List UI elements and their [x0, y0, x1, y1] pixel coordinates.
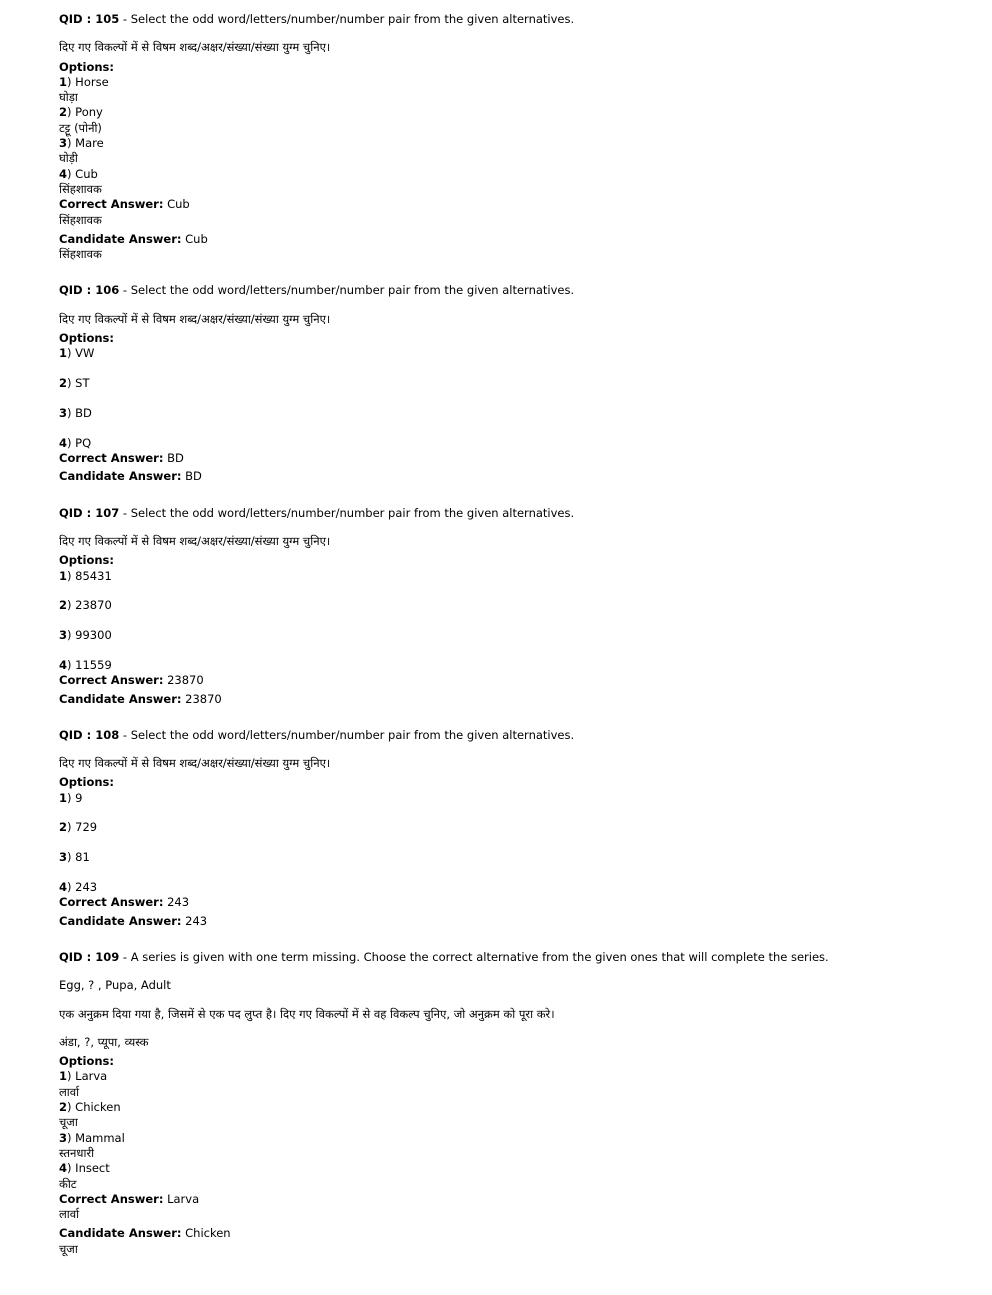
option-text: Pony: [75, 105, 103, 120]
correct-answer-value: Cub: [167, 197, 190, 212]
document-body: [59, 12, 959, 1257]
candidate-answer-hindi: सिंहशावक: [59, 247, 102, 262]
correct-answer: [59, 1192, 959, 1207]
question-separator: [59, 929, 959, 950]
option-item: 1) Horse: [59, 74, 109, 89]
candidate-answer-label: Candidate Answer:: [59, 913, 182, 928]
option-text: Mammal: [75, 1130, 125, 1145]
question-separator: [59, 262, 959, 283]
option-text: BD: [75, 405, 92, 420]
option-spacer: [59, 866, 959, 881]
option-number: 1: [59, 568, 68, 583]
qid-label: QID : 105: [59, 12, 120, 26]
option-spacer: [59, 391, 959, 406]
question-block: [59, 12, 959, 262]
option-text: Horse: [75, 74, 109, 89]
option-text: 81: [75, 850, 90, 865]
option-hindi: कीट: [59, 1176, 77, 1191]
option-number: 1: [59, 790, 68, 805]
question-text: Select the odd word/letters/number/number pair from the given alternatives.: [130, 727, 575, 742]
question-text: Select the odd word/letters/number/number pair from the given alternatives.: [130, 12, 575, 26]
option-number: 3: [59, 628, 68, 643]
candidate-answer-value: Cub: [185, 231, 208, 246]
option-number: 4: [59, 435, 68, 450]
correct-answer-label: Correct Answer:: [59, 197, 164, 212]
option-item: 3) 81: [59, 850, 90, 865]
options-label: Options:: [59, 331, 114, 346]
option-number: 2: [59, 376, 68, 391]
option-text: 11559: [75, 657, 112, 672]
option-number: 2: [59, 105, 68, 120]
candidate-answer-label: Candidate Answer:: [59, 691, 182, 706]
option-item: 1) VW: [59, 346, 95, 361]
option-text: ST: [75, 376, 90, 391]
candidate-answer-value: BD: [185, 469, 202, 484]
candidate-answer-value: Chicken: [185, 1226, 231, 1241]
question-text: A series is given with one term missing. Choose the correct alternative from the given ones that will complete the series.: [130, 949, 829, 964]
correct-answer: [59, 895, 959, 910]
correct-answer: [59, 197, 959, 212]
options-label: Options:: [59, 59, 114, 74]
candidate-answer-label: Candidate Answer:: [59, 1226, 182, 1241]
question-hindi: दिए गए विकल्पों में से विषम शब्द/अक्षर/संख्या/संख्या युग्म चुनिए।: [59, 756, 331, 771]
options-label: Options:: [59, 775, 114, 790]
option-spacer: [59, 806, 959, 821]
qid-label: QID : 108: [59, 727, 120, 742]
option-text: Insect: [75, 1161, 110, 1176]
option-item: 4) 11559: [59, 657, 112, 672]
option-number: 4: [59, 657, 68, 672]
option-number: 2: [59, 1100, 68, 1115]
correct-answer-value: Larva: [167, 1191, 200, 1206]
option-text: Cub: [75, 166, 98, 181]
option-item: 2) 23870: [59, 598, 112, 613]
question-separator: [59, 485, 959, 506]
candidate-answer-hindi: चूजा: [59, 1241, 78, 1256]
option-spacer: [59, 421, 959, 436]
option-hindi: लार्वा: [59, 1084, 80, 1099]
option-number: 2: [59, 598, 68, 613]
options-label: Options:: [59, 1054, 114, 1069]
option-number: 3: [59, 405, 68, 420]
qid-label: QID : 106: [59, 283, 120, 298]
question-extra-text: एक अनुक्रम दिया गया है, जिसमें से एक पद लुप्त है। दिए गए विकल्पों में से वह विकल्प चुनिए, जो अनुक्रम को पूरा करे।: [59, 1006, 555, 1021]
option-number: 4: [59, 880, 68, 895]
option-item: 2) Chicken: [59, 1100, 121, 1115]
option-item: 3) 99300: [59, 628, 112, 643]
option-text: 85431: [75, 568, 112, 583]
question-hindi-series: अंडा, ?, प्यूपा, व्यस्क: [59, 1034, 149, 1049]
correct-answer-label: Correct Answer:: [59, 895, 164, 910]
correct-answer-value: BD: [167, 451, 184, 466]
option-text: 729: [75, 820, 98, 835]
option-spacer: [59, 643, 959, 658]
option-number: 4: [59, 166, 68, 181]
option-item: 2) 729: [59, 820, 98, 835]
option-hindi: टट्टू (पोनी): [59, 120, 102, 135]
option-item: 4) PQ: [59, 435, 92, 450]
option-text: 243: [75, 880, 98, 895]
candidate-answer: [59, 1226, 959, 1241]
candidate-answer: [59, 914, 959, 929]
question-block: [59, 728, 959, 929]
option-item: 1) 9: [59, 790, 83, 805]
option-hindi: चूजा: [59, 1115, 78, 1130]
correct-answer-hindi: लार्वा: [59, 1207, 80, 1222]
option-spacer: [59, 362, 959, 377]
question-header: QID : 105 - Select the odd word/letters/number/number pair from the given alternatives.: [59, 12, 575, 26]
option-spacer: [59, 614, 959, 629]
candidate-answer: [59, 469, 959, 484]
option-item: 1) Larva: [59, 1069, 108, 1084]
option-text: 99300: [75, 628, 112, 643]
option-hindi: घोड़ी: [59, 151, 78, 166]
option-number: 4: [59, 1161, 68, 1176]
option-hindi: स्तनधारी: [59, 1145, 95, 1160]
question-hindi: दिए गए विकल्पों में से विषम शब्द/अक्षर/संख्या/संख्या युग्म चुनिए।: [59, 40, 331, 55]
question-header: QID : 106 - Select the odd word/letters/number/number pair from the given alternatives.: [59, 283, 575, 298]
option-text: VW: [75, 346, 95, 361]
question-header: QID : 107 - Select the odd word/letters/number/number pair from the given alternatives.: [59, 505, 575, 520]
option-text: 23870: [75, 598, 112, 613]
option-number: 1: [59, 1069, 68, 1084]
option-spacer: [59, 836, 959, 851]
option-item: 3) Mammal: [59, 1130, 125, 1145]
option-text: 9: [75, 790, 83, 805]
candidate-answer-label: Candidate Answer:: [59, 469, 182, 484]
option-item: 1) 85431: [59, 568, 112, 583]
correct-answer: [59, 673, 959, 688]
option-text: PQ: [75, 435, 92, 450]
candidate-answer-value: 243: [185, 913, 208, 928]
candidate-answer-label: Candidate Answer:: [59, 231, 182, 246]
option-item: 3) Mare: [59, 136, 104, 151]
question-header: QID : 109 - A series is given with one term missing. Choose the correct alternative from the given ones that will complete the series.: [59, 949, 829, 964]
option-item: 4) Cub: [59, 166, 98, 181]
option-text: Larva: [75, 1069, 108, 1084]
option-item: 4) 243: [59, 880, 98, 895]
option-number: 3: [59, 850, 68, 865]
option-item: 3) BD: [59, 405, 92, 420]
option-item: 4) Insect: [59, 1161, 110, 1176]
option-item: 2) Pony: [59, 105, 103, 120]
question-separator: [59, 707, 959, 728]
question-extra-text: Egg, ? , Pupa, Adult: [59, 978, 171, 993]
candidate-answer: [59, 232, 959, 247]
option-hindi: सिंहशावक: [59, 181, 102, 196]
correct-answer-label: Correct Answer:: [59, 451, 164, 466]
correct-answer-label: Correct Answer:: [59, 673, 164, 688]
option-text: Chicken: [75, 1100, 121, 1115]
question-block: [59, 506, 959, 707]
option-number: 3: [59, 136, 68, 151]
correct-answer-value: 23870: [167, 673, 204, 688]
qid-label: QID : 107: [59, 505, 120, 520]
correct-answer: [59, 451, 959, 466]
question-header: QID : 108 - Select the odd word/letters/number/number pair from the given alternatives.: [59, 727, 575, 742]
option-spacer: [59, 584, 959, 599]
correct-answer-value: 243: [167, 895, 190, 910]
qid-label: QID : 109: [59, 949, 120, 964]
question-block: [59, 283, 959, 484]
candidate-answer-value: 23870: [185, 691, 222, 706]
option-number: 1: [59, 346, 68, 361]
options-label: Options:: [59, 553, 114, 568]
option-hindi: घोड़ा: [59, 90, 78, 105]
question-hindi: दिए गए विकल्पों में से विषम शब्द/अक्षर/संख्या/संख्या युग्म चुनिए।: [59, 311, 331, 326]
correct-answer-hindi: सिंहशावक: [59, 212, 102, 227]
option-number: 1: [59, 74, 68, 89]
option-number: 3: [59, 1130, 68, 1145]
question-text: Select the odd word/letters/number/number pair from the given alternatives.: [130, 505, 575, 520]
question-text: Select the odd word/letters/number/number pair from the given alternatives.: [130, 283, 575, 298]
option-item: 2) ST: [59, 376, 90, 391]
option-text: Mare: [75, 136, 104, 151]
candidate-answer: [59, 692, 959, 707]
question-block: [59, 950, 959, 1257]
question-hindi: दिए गए विकल्पों में से विषम शब्द/अक्षर/संख्या/संख्या युग्म चुनिए।: [59, 533, 331, 548]
option-number: 2: [59, 820, 68, 835]
correct-answer-label: Correct Answer:: [59, 1191, 164, 1206]
